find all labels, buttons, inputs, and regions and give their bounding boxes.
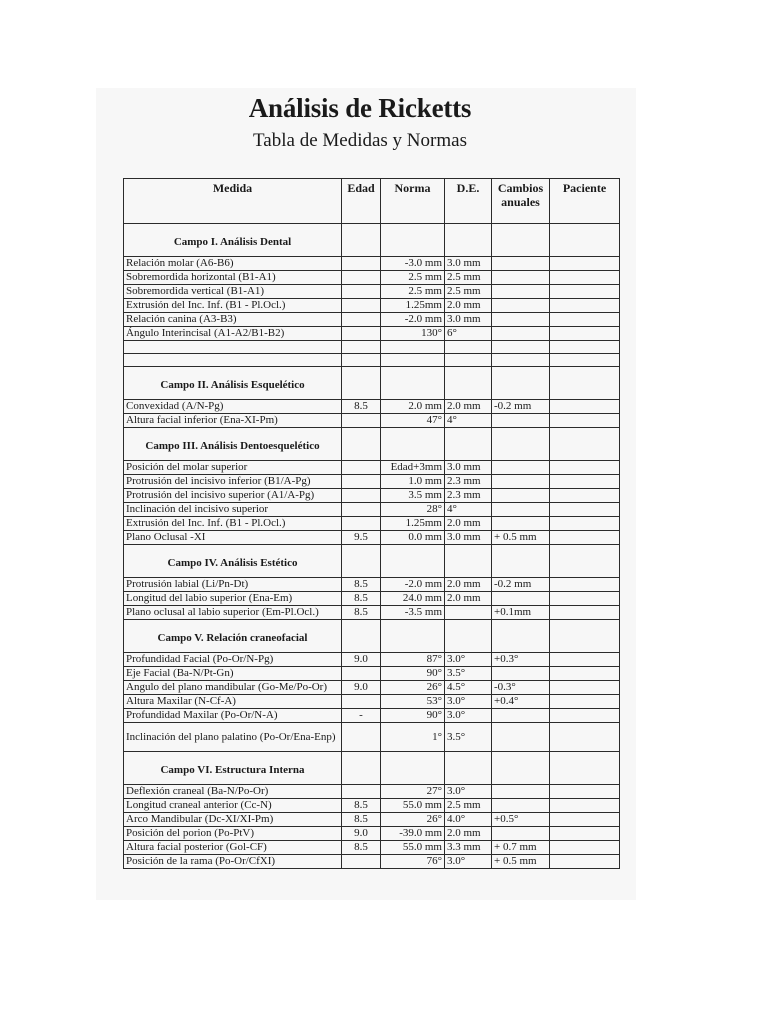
cell-de: 4° xyxy=(445,414,492,428)
cell-edad xyxy=(342,285,381,299)
cell-edad xyxy=(342,695,381,709)
empty-cell xyxy=(492,354,550,367)
table-row xyxy=(124,813,620,827)
cell-paciente[interactable] xyxy=(550,327,620,341)
cell-cambios: + 0.5 mm xyxy=(492,855,550,869)
empty-cell xyxy=(492,367,550,400)
section-row xyxy=(124,224,620,257)
table-row xyxy=(124,414,620,428)
table-row xyxy=(124,475,620,489)
cell-cambios: +0.1mm xyxy=(492,606,550,620)
empty-cell xyxy=(381,224,445,257)
cell-paciente[interactable] xyxy=(550,475,620,489)
empty-cell xyxy=(492,224,550,257)
cell-edad xyxy=(342,517,381,531)
cell-edad xyxy=(342,327,381,341)
cell-edad xyxy=(342,723,381,752)
cell-de: 2.5 mm xyxy=(445,799,492,813)
table-row xyxy=(124,709,620,723)
blank-row xyxy=(124,341,620,354)
cell-de: 3.0° xyxy=(445,695,492,709)
cell-paciente[interactable] xyxy=(550,257,620,271)
cell-cambios: -0.2 mm xyxy=(492,400,550,414)
cell-edad xyxy=(342,257,381,271)
section-title: Campo V. Relación craneofacial xyxy=(124,620,342,653)
cell-cambios: -0.2 mm xyxy=(492,578,550,592)
cell-norma: 28° xyxy=(381,503,445,517)
cell-medida: Ángulo Interincisal (A1-A2/B1-B2) xyxy=(124,327,342,341)
cell-de: 3.3 mm xyxy=(445,841,492,855)
cell-edad xyxy=(342,313,381,327)
cell-cambios xyxy=(492,271,550,285)
empty-cell xyxy=(445,620,492,653)
cell-paciente[interactable] xyxy=(550,723,620,752)
table-row xyxy=(124,489,620,503)
table-row xyxy=(124,257,620,271)
cell-medida: Longitud craneal anterior (Cc-N) xyxy=(124,799,342,813)
cell-de: 2.0 mm xyxy=(445,578,492,592)
cell-cambios: + 0.5 mm xyxy=(492,531,550,545)
cell-cambios xyxy=(492,723,550,752)
cell-de: 3.0 mm xyxy=(445,313,492,327)
cell-norma: -2.0 mm xyxy=(381,313,445,327)
section-row xyxy=(124,620,620,653)
empty-cell xyxy=(550,620,620,653)
cell-edad xyxy=(342,785,381,799)
cell-paciente[interactable] xyxy=(550,299,620,313)
header-de: D.E. xyxy=(445,179,492,224)
cell-de: 3.0° xyxy=(445,855,492,869)
empty-cell xyxy=(381,545,445,578)
cell-medida: Sobremordida vertical (B1-A1) xyxy=(124,285,342,299)
cell-cambios xyxy=(492,285,550,299)
table-row xyxy=(124,723,620,752)
cell-norma: 76° xyxy=(381,855,445,869)
table-row xyxy=(124,299,620,313)
cell-norma: 90° xyxy=(381,709,445,723)
cell-de: 3.0 mm xyxy=(445,257,492,271)
cell-edad: 9.5 xyxy=(342,531,381,545)
section-row xyxy=(124,752,620,785)
cell-de: 3.0 mm xyxy=(445,461,492,475)
header-medida: Medida xyxy=(124,179,342,224)
cell-medida: Altura Maxilar (N-Cf-A) xyxy=(124,695,342,709)
section-row xyxy=(124,545,620,578)
cell-de: 2.0 mm xyxy=(445,592,492,606)
empty-cell xyxy=(492,428,550,461)
cell-paciente[interactable] xyxy=(550,517,620,531)
cell-edad xyxy=(342,475,381,489)
cell-norma: Edad+3mm xyxy=(381,461,445,475)
cell-de: 4.0° xyxy=(445,813,492,827)
table-row xyxy=(124,799,620,813)
cell-paciente[interactable] xyxy=(550,414,620,428)
cell-cambios xyxy=(492,414,550,428)
empty-cell xyxy=(550,224,620,257)
page-title: Análisis de Ricketts xyxy=(248,93,472,123)
cell-norma: 1.25mm xyxy=(381,517,445,531)
cell-de: 3.5° xyxy=(445,723,492,752)
cell-norma: 3.5 mm xyxy=(381,489,445,503)
cell-norma: -3.0 mm xyxy=(381,257,445,271)
table-row xyxy=(124,271,620,285)
cell-medida: Altura facial posterior (Gol-CF) xyxy=(124,841,342,855)
cell-edad: 8.5 xyxy=(342,606,381,620)
table-row xyxy=(124,827,620,841)
empty-cell xyxy=(342,341,381,354)
cell-de: 6° xyxy=(445,327,492,341)
table-row xyxy=(124,681,620,695)
cell-cambios xyxy=(492,827,550,841)
cell-edad: 9.0 xyxy=(342,653,381,667)
cell-norma: -39.0 mm xyxy=(381,827,445,841)
section-title: Campo VI. Estructura Interna xyxy=(124,752,342,785)
empty-cell xyxy=(445,752,492,785)
cell-cambios xyxy=(492,461,550,475)
cell-de: 3.0° xyxy=(445,709,492,723)
cell-paciente[interactable] xyxy=(550,841,620,855)
cell-paciente[interactable] xyxy=(550,531,620,545)
header-edad: Edad xyxy=(342,179,381,224)
cell-medida: Relación canina (A3-B3) xyxy=(124,313,342,327)
cell-cambios xyxy=(492,785,550,799)
cell-edad xyxy=(342,414,381,428)
cell-cambios: +0.3° xyxy=(492,653,550,667)
cell-de: 2.3 mm xyxy=(445,475,492,489)
table-row xyxy=(124,855,620,869)
cell-medida: Inclinación del incisivo superior xyxy=(124,503,342,517)
cell-cambios xyxy=(492,489,550,503)
cell-cambios xyxy=(492,799,550,813)
cell-edad: 8.5 xyxy=(342,799,381,813)
cell-paciente[interactable] xyxy=(550,709,620,723)
measurements-table xyxy=(123,178,620,869)
empty-cell xyxy=(342,752,381,785)
table-row xyxy=(124,592,620,606)
cell-edad xyxy=(342,271,381,285)
cell-de: 3.0° xyxy=(445,653,492,667)
empty-cell xyxy=(381,354,445,367)
cell-medida: Protrusión del incisivo inferior (B1/A-Pg) xyxy=(124,475,342,489)
cell-paciente[interactable] xyxy=(550,827,620,841)
cell-paciente[interactable] xyxy=(550,855,620,869)
empty-cell xyxy=(342,620,381,653)
table-row xyxy=(124,578,620,592)
cell-medida: Posición del molar superior xyxy=(124,461,342,475)
cell-norma: 90° xyxy=(381,667,445,681)
cell-medida: Inclinación del plano palatino (Po-Or/Ena-Enp) xyxy=(124,723,342,752)
cell-de: 2.5 mm xyxy=(445,285,492,299)
table-row xyxy=(124,517,620,531)
empty-cell xyxy=(550,545,620,578)
cell-norma: 1.25mm xyxy=(381,299,445,313)
empty-cell xyxy=(124,354,342,367)
cell-cambios xyxy=(492,313,550,327)
section-title: Campo II. Análisis Esquelético xyxy=(124,367,342,400)
cell-edad: 9.0 xyxy=(342,681,381,695)
empty-cell xyxy=(492,752,550,785)
cell-norma: 53° xyxy=(381,695,445,709)
cell-medida: Protrusión labial (Li/Pn-Dt) xyxy=(124,578,342,592)
empty-cell xyxy=(124,341,342,354)
cell-norma: 26° xyxy=(381,813,445,827)
empty-cell xyxy=(342,545,381,578)
table-row xyxy=(124,653,620,667)
cell-medida: Altura facial inferior (Ena-XI-Pm) xyxy=(124,414,342,428)
cell-paciente[interactable] xyxy=(550,461,620,475)
table-row xyxy=(124,285,620,299)
cell-cambios: -0.3° xyxy=(492,681,550,695)
cell-cambios: +0.4° xyxy=(492,695,550,709)
table-row xyxy=(124,400,620,414)
cell-norma: 26° xyxy=(381,681,445,695)
cell-cambios xyxy=(492,503,550,517)
table-row xyxy=(124,531,620,545)
cell-norma: -2.0 mm xyxy=(381,578,445,592)
empty-cell xyxy=(445,354,492,367)
cell-paciente[interactable] xyxy=(550,271,620,285)
table-row xyxy=(124,841,620,855)
empty-cell xyxy=(550,428,620,461)
cell-paciente[interactable] xyxy=(550,606,620,620)
empty-cell xyxy=(492,620,550,653)
cell-medida: Deflexión craneal (Ba-N/Po-Or) xyxy=(124,785,342,799)
cell-edad: 8.5 xyxy=(342,400,381,414)
cell-medida: Posición de la rama (Po-Or/CfXI) xyxy=(124,855,342,869)
empty-cell xyxy=(550,341,620,354)
cell-de: 2.3 mm xyxy=(445,489,492,503)
section-title: Campo III. Análisis Dentoesquelético xyxy=(124,428,342,461)
header-paciente: Paciente xyxy=(550,179,620,224)
cell-paciente[interactable] xyxy=(550,592,620,606)
table-row xyxy=(124,313,620,327)
cell-cambios xyxy=(492,667,550,681)
cell-paciente[interactable] xyxy=(550,578,620,592)
cell-cambios xyxy=(492,709,550,723)
empty-cell xyxy=(381,341,445,354)
cell-paciente[interactable] xyxy=(550,667,620,681)
empty-cell xyxy=(550,354,620,367)
table-row xyxy=(124,695,620,709)
cell-edad: 9.0 xyxy=(342,827,381,841)
cell-medida: Convexidad (A/N-Pg) xyxy=(124,400,342,414)
cell-de: 2.0 mm xyxy=(445,827,492,841)
empty-cell xyxy=(445,367,492,400)
cell-paciente[interactable] xyxy=(550,785,620,799)
blank-row xyxy=(124,354,620,367)
cell-norma: 130° xyxy=(381,327,445,341)
cell-de: 4.5° xyxy=(445,681,492,695)
table-body xyxy=(124,224,620,869)
table-row xyxy=(124,785,620,799)
cell-edad xyxy=(342,667,381,681)
cell-edad xyxy=(342,461,381,475)
cell-paciente[interactable] xyxy=(550,489,620,503)
cell-norma: 87° xyxy=(381,653,445,667)
empty-cell xyxy=(342,428,381,461)
cell-norma: 1.0 mm xyxy=(381,475,445,489)
cell-medida: Extrusión del Inc. Inf. (B1 - Pl.Ocl.) xyxy=(124,299,342,313)
cell-de: 3.0° xyxy=(445,785,492,799)
table-row xyxy=(124,606,620,620)
cell-medida: Arco Mandibular (Dc-XI/XI-Pm) xyxy=(124,813,342,827)
header-norma: Norma xyxy=(381,179,445,224)
cell-de: 2.0 mm xyxy=(445,400,492,414)
cell-medida: Relación molar (A6-B6) xyxy=(124,257,342,271)
cell-edad: 8.5 xyxy=(342,592,381,606)
cell-norma: 2.5 mm xyxy=(381,285,445,299)
empty-cell xyxy=(342,224,381,257)
cell-medida: Plano Oclusal -XI xyxy=(124,531,342,545)
cell-norma: 24.0 mm xyxy=(381,592,445,606)
section-title: Campo I. Análisis Dental xyxy=(124,224,342,257)
cell-paciente[interactable] xyxy=(550,799,620,813)
cell-medida: Protrusión del incisivo superior (A1/A-Pg) xyxy=(124,489,342,503)
empty-cell xyxy=(342,354,381,367)
cell-de: 3.5° xyxy=(445,667,492,681)
cell-norma: 47° xyxy=(381,414,445,428)
table-row xyxy=(124,667,620,681)
section-title: Campo IV. Análisis Estético xyxy=(124,545,342,578)
cell-edad xyxy=(342,855,381,869)
cell-norma: 55.0 mm xyxy=(381,841,445,855)
cell-norma: -3.5 mm xyxy=(381,606,445,620)
cell-medida: Profundidad Maxilar (Po-Or/N-A) xyxy=(124,709,342,723)
cell-edad: 8.5 xyxy=(342,813,381,827)
cell-paciente[interactable] xyxy=(550,653,620,667)
empty-cell xyxy=(381,752,445,785)
cell-medida: Eje Facial (Ba-N/Pt-Gn) xyxy=(124,667,342,681)
table-row xyxy=(124,327,620,341)
cell-cambios xyxy=(492,257,550,271)
cell-paciente[interactable] xyxy=(550,813,620,827)
cell-norma: 2.0 mm xyxy=(381,400,445,414)
cell-edad xyxy=(342,489,381,503)
cell-paciente[interactable] xyxy=(550,695,620,709)
cell-de: 2.0 mm xyxy=(445,517,492,531)
cell-cambios xyxy=(492,517,550,531)
cell-de: 4° xyxy=(445,503,492,517)
empty-cell xyxy=(381,620,445,653)
cell-edad: - xyxy=(342,709,381,723)
cell-cambios xyxy=(492,299,550,313)
table-header-row xyxy=(124,179,620,224)
cell-de: 2.5 mm xyxy=(445,271,492,285)
cell-norma: 55.0 mm xyxy=(381,799,445,813)
cell-cambios xyxy=(492,327,550,341)
cell-paciente[interactable] xyxy=(550,285,620,299)
section-row xyxy=(124,367,620,400)
cell-paciente[interactable] xyxy=(550,400,620,414)
cell-norma: 0.0 mm xyxy=(381,531,445,545)
empty-cell xyxy=(492,341,550,354)
empty-cell xyxy=(445,224,492,257)
cell-paciente[interactable] xyxy=(550,503,620,517)
empty-cell xyxy=(445,341,492,354)
cell-medida: Plano oclusal al labio superior (Em-Pl.Ocl.) xyxy=(124,606,342,620)
empty-cell xyxy=(492,545,550,578)
cell-paciente[interactable] xyxy=(550,681,620,695)
page-subtitle: Tabla de Medidas y Normas xyxy=(253,130,467,151)
cell-medida: Angulo del plano mandibular (Go-Me/Po-Or) xyxy=(124,681,342,695)
cell-norma: 27° xyxy=(381,785,445,799)
empty-cell xyxy=(550,752,620,785)
cell-medida: Posición del porion (Po-PtV) xyxy=(124,827,342,841)
cell-medida: Sobremordida horizontal (B1-A1) xyxy=(124,271,342,285)
cell-cambios xyxy=(492,592,550,606)
header-cambios: Cambios anuales xyxy=(492,179,550,224)
cell-de xyxy=(445,606,492,620)
section-row xyxy=(124,428,620,461)
table-row xyxy=(124,503,620,517)
empty-cell xyxy=(550,367,620,400)
empty-cell xyxy=(342,367,381,400)
cell-paciente[interactable] xyxy=(550,313,620,327)
cell-edad xyxy=(342,299,381,313)
empty-cell xyxy=(445,545,492,578)
cell-cambios: + 0.7 mm xyxy=(492,841,550,855)
cell-de: 3.0 mm xyxy=(445,531,492,545)
cell-edad: 8.5 xyxy=(342,841,381,855)
cell-norma: 1° xyxy=(381,723,445,752)
cell-medida: Longitud del labio superior (Ena-Em) xyxy=(124,592,342,606)
cell-edad xyxy=(342,503,381,517)
cell-norma: 2.5 mm xyxy=(381,271,445,285)
empty-cell xyxy=(445,428,492,461)
table-row xyxy=(124,461,620,475)
cell-edad: 8.5 xyxy=(342,578,381,592)
cell-de: 2.0 mm xyxy=(445,299,492,313)
empty-cell xyxy=(381,367,445,400)
cell-medida: Extrusión del Inc. Inf. (B1 - Pl.Ocl.) xyxy=(124,517,342,531)
empty-cell xyxy=(381,428,445,461)
cell-cambios: +0.5° xyxy=(492,813,550,827)
cell-medida: Profundidad Facial (Po-Or/N-Pg) xyxy=(124,653,342,667)
cell-cambios xyxy=(492,475,550,489)
